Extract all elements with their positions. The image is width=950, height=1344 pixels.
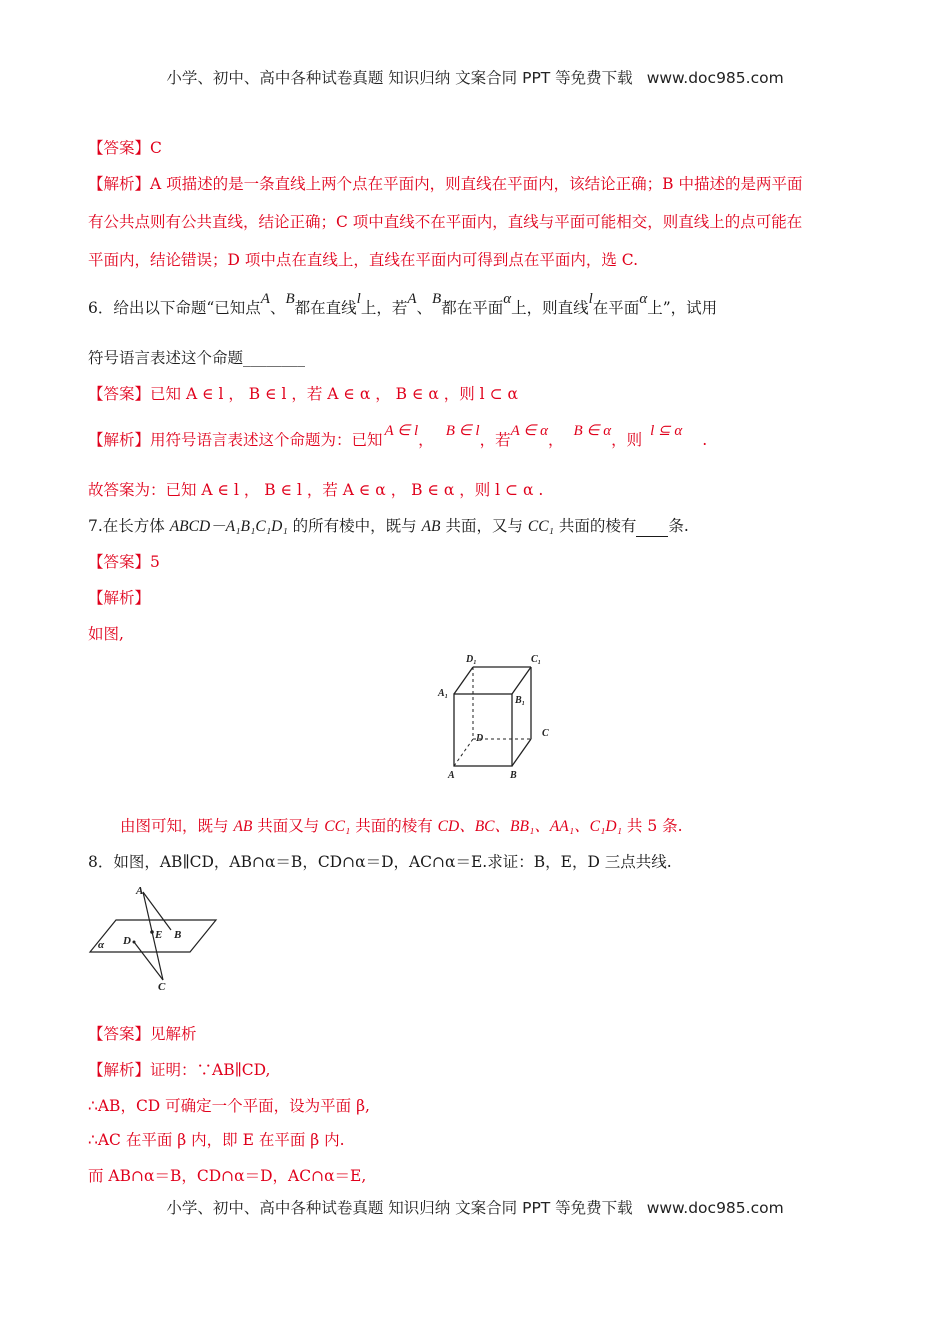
- punct: ，则: [611, 431, 643, 449]
- analysis-text: A 项描述的是一条直线上两个点在平面内，则直线在平面内，该结论正确；B 中描述的是两平面: [150, 175, 803, 193]
- q8-proof-line-4: 而 AB∩α＝B，CD∩α＝D，AC∩α＝E,: [88, 1167, 367, 1185]
- q7-text: 7.在长方体: [88, 517, 170, 535]
- symbol-l: l: [588, 291, 593, 307]
- symbol-A: A: [407, 291, 417, 307]
- symbol-expr: A ∈ α: [510, 423, 548, 439]
- q5-analysis-line-1: [88, 174, 802, 194]
- label-B1: B₁: [515, 695, 526, 706]
- q6-text: 上，若: [360, 299, 408, 317]
- q7-answer: [88, 552, 160, 572]
- punct: ，若: [479, 431, 511, 449]
- label-alpha: α: [98, 939, 105, 951]
- q7-text: 的所有棱中，既与: [287, 517, 422, 535]
- label-D: D: [476, 733, 484, 744]
- analysis-tag: 【解析】: [88, 175, 151, 193]
- symbol-expr: B ∈ l: [445, 423, 480, 439]
- point-E: [150, 930, 154, 934]
- q6-answer: [88, 384, 518, 404]
- answer-tag: 【答案】: [88, 553, 151, 571]
- q5-analysis-line-3: 平面内，结论错误；D 项中点在直线上，直线在平面内可得到点在平面内，选 C.: [88, 251, 639, 269]
- label-C: C: [542, 728, 549, 739]
- q7-text: 条.: [668, 517, 689, 535]
- front-face: [454, 694, 512, 766]
- conclusion-text: 由图可知，既与: [120, 817, 234, 835]
- symbol-alpha: α: [639, 291, 648, 307]
- page-header: [0, 66, 950, 88]
- symbol-expr: A ∈ l: [384, 423, 419, 439]
- answer-blank: [636, 522, 668, 537]
- symbol-B: B: [285, 291, 295, 307]
- q7-analysis-tag: 【解析】: [88, 589, 151, 607]
- answer-value: 已知 A ∈ l ， B ∈ l ，若 A ∈ α ， B ∈ α ，则 l ⊂ α: [150, 385, 518, 403]
- answer-tag: 【答案】: [88, 139, 151, 157]
- q6-final-answer: 故答案为：已知 A ∈ l ， B ∈ l ，若 A ∈ α ， B ∈ α ，则 l ⊂ α .: [88, 481, 544, 499]
- q5-answer: [88, 138, 162, 158]
- label-B: B: [174, 929, 182, 941]
- q6-text: 在平面: [592, 299, 640, 317]
- header-text: 小学、初中、高中各种试卷真题 知识归纳 文案合同 PPT 等免费下载: [166, 69, 633, 87]
- footer-text: 小学、初中、高中各种试卷真题 知识归纳 文案合同 PPT 等免费下载: [166, 1199, 633, 1217]
- edge-a1d1: [454, 667, 473, 694]
- q8-proof-line-2: ∴AB，CD 可确定一个平面，设为平面 β,: [88, 1097, 370, 1115]
- q6-text: 都在直线: [294, 299, 357, 317]
- q8-proof-line-1: [88, 1060, 270, 1080]
- label-A: A: [136, 885, 144, 897]
- symbol-expr: l ⊆ α: [650, 423, 683, 439]
- label-B: B: [510, 770, 517, 781]
- answer-tag: 【答案】: [88, 385, 151, 403]
- q6-question-line-2: 符号语言表述这个命题________: [88, 349, 306, 367]
- plane-figure: [86, 880, 222, 996]
- q6-text: 都在平面: [441, 299, 504, 317]
- header-site: www.doc985.com: [646, 69, 784, 87]
- conclusion-math: CD、BC、BB₁、AA₁、C₁D₁: [437, 818, 622, 835]
- conclusion-text: 共面的棱有: [350, 817, 438, 835]
- answer-tag: 【答案】: [88, 1025, 151, 1043]
- analysis-text: 用符号语言表述这个命题为：已知: [150, 431, 383, 449]
- q7-math: AB: [421, 518, 441, 535]
- symbol-alpha: α: [503, 291, 512, 307]
- conclusion-text: 共 5 条.: [621, 817, 683, 835]
- punct: ，: [547, 431, 564, 449]
- label-D1: D₁: [466, 654, 477, 665]
- q7-question: [88, 516, 689, 537]
- label-C1: C₁: [531, 654, 542, 665]
- edge-c1b1: [512, 667, 531, 694]
- q6-text: 上”，试用: [647, 299, 718, 317]
- label-D: D: [123, 935, 131, 947]
- edge-bc: [512, 739, 531, 766]
- cuboid-figure: [430, 650, 560, 782]
- answer-value: 5: [150, 553, 160, 571]
- conclusion-text: 共面又与: [252, 817, 325, 835]
- hidden-edge-ad: [454, 739, 473, 766]
- q6-question-line-1: [88, 291, 718, 319]
- analysis-tag: 【解析】: [88, 1061, 151, 1079]
- symbol-l: l: [356, 291, 361, 307]
- q6-analysis: [88, 423, 708, 451]
- point-D: [133, 941, 136, 944]
- q6-text: 上，则直线: [511, 299, 589, 317]
- q6-text: 、: [269, 299, 286, 317]
- answer-value: 见解析: [150, 1025, 197, 1043]
- q6-text: 、: [416, 299, 433, 317]
- conclusion-math: CC₁: [324, 818, 351, 835]
- punct: .: [702, 431, 708, 449]
- q8-answer: [88, 1024, 197, 1044]
- q7-text: 共面，又与: [440, 517, 528, 535]
- label-C: C: [158, 981, 166, 993]
- symbol-A: A: [260, 291, 270, 307]
- q6-text: 6．给出以下命题“已知点: [88, 299, 261, 317]
- label-E: E: [155, 929, 163, 941]
- q7-math: CC₁: [527, 518, 554, 535]
- q7-text: 共面的棱有: [553, 517, 637, 535]
- conclusion-math: AB: [233, 818, 253, 835]
- q5-analysis-line-2: 有公共点则有公共直线，结论正确；C 项中直线不在平面内，直线与平面可能相交，则直线上的点可能在: [88, 213, 803, 231]
- punct: ，: [418, 431, 434, 449]
- answer-value: C: [150, 139, 162, 157]
- analysis-tag: 【解析】: [88, 431, 151, 449]
- q7-ru-tu: 如图,: [88, 625, 124, 643]
- label-A: A: [448, 770, 455, 781]
- page-footer: [0, 1196, 950, 1218]
- footer-site: www.doc985.com: [646, 1199, 784, 1217]
- proof-text: 证明：∵AB∥CD,: [150, 1061, 271, 1079]
- symbol-expr: B ∈ α: [573, 423, 612, 439]
- q7-conclusion: [120, 816, 683, 837]
- q8-question: 8．如图，AB∥CD，AB∩α＝B，CD∩α＝D，AC∩α＝E.求证：B，E，D 三点共线.: [88, 853, 672, 871]
- q7-math: ABCD－A₁B₁C₁D₁: [169, 518, 288, 535]
- symbol-B: B: [432, 291, 442, 307]
- label-A1: A₁: [438, 688, 449, 699]
- q8-proof-line-3: ∴AC 在平面 β 内，即 E 在平面 β 内.: [88, 1131, 345, 1149]
